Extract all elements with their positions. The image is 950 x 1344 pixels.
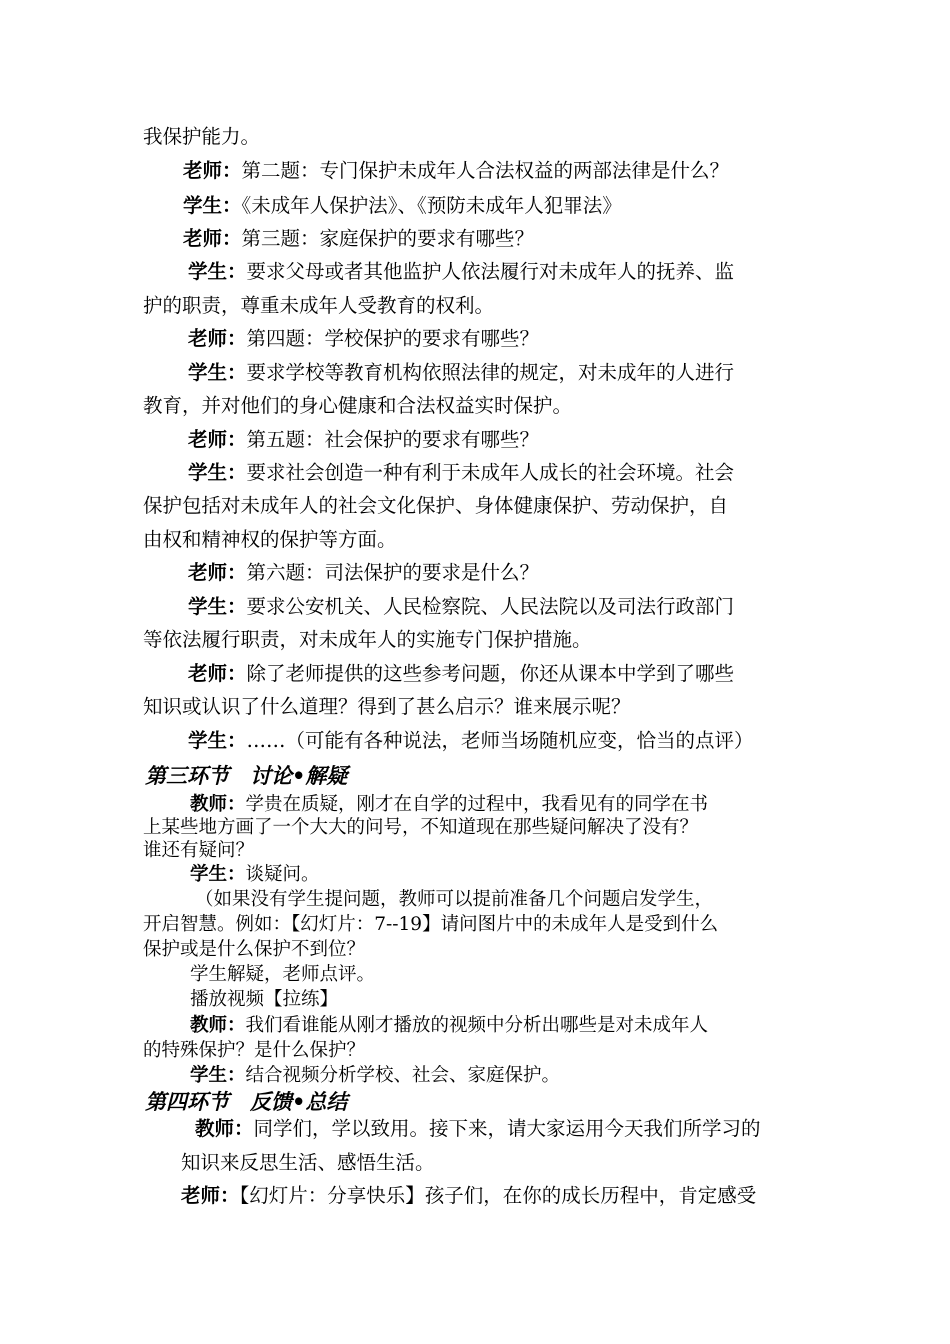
dialogue-line: 学生：谈疑问。 xyxy=(190,864,320,885)
dialogue-line: 老师：【幻灯片：分享快乐】孩子们，在你的成长历程中，肯定感受 xyxy=(181,1184,757,1207)
paragraph-line: 学生解疑，老师点评。 xyxy=(190,964,376,985)
speaker-label: 学生： xyxy=(188,361,247,384)
dialogue-line: 学生：要求公安机关、人民检察院、人民法院以及司法行政部门 xyxy=(188,595,735,618)
paragraph-line: 教育，并对他们的身心健康和合法权益实时保护。 xyxy=(143,394,573,417)
paragraph-line: 的特殊保护？是什么保护？ xyxy=(143,1040,366,1061)
dialogue-line: 学生：……（可能有各种说法，老师当场随机应变，恰当的点评） xyxy=(188,729,754,752)
paragraph-line: 护的职责，尊重未成年人受教育的权利。 xyxy=(143,294,495,317)
speaker-label: 学生： xyxy=(188,729,247,752)
dialogue-line: 教师：我们看谁能从刚才播放的视频中分析出哪些是对未成年人 xyxy=(190,1015,709,1036)
speaker-label: 学生： xyxy=(188,461,247,484)
dialogue-line: 老师：第三题：家庭保护的要求有哪些？ xyxy=(183,227,535,250)
speaker-label: 教师： xyxy=(190,1015,246,1036)
speaker-label: 学生： xyxy=(183,194,242,217)
dialogue-line: 学生：结合视频分析学校、社会、家庭保护。 xyxy=(190,1065,561,1086)
paragraph-line: 知识或认识了什么道理？得到了甚么启示？谁来展示呢？ xyxy=(143,695,631,718)
speaker-label: 老师： xyxy=(181,1184,240,1207)
speaker-label: 学生： xyxy=(190,1065,246,1086)
paragraph-line: 保护或是什么保护不到位？ xyxy=(143,939,366,960)
speaker-label: 学生： xyxy=(188,595,247,618)
paragraph-line: 等依法履行职责，对未成年人的实施专门保护措施。 xyxy=(143,628,592,651)
dialogue-line: 老师：第二题：专门保护未成年人合法权益的两部法律是什么？ xyxy=(183,159,730,182)
speaker-label: 老师： xyxy=(188,561,247,584)
dialogue-line: 老师：除了老师提供的这些参考问题，你还从课本中学到了哪些 xyxy=(188,662,735,685)
dialogue-line: 学生：要求父母或者其他监护人依法履行对未成年人的抚养、监 xyxy=(188,260,735,283)
speaker-label: 教师： xyxy=(190,794,246,815)
speaker-label: 老师： xyxy=(188,327,247,350)
paragraph-line: 上某些地方画了一个大大的问号，不知道现在那些疑问解决了没有？ xyxy=(143,817,699,838)
paragraph-line: （如果没有学生提问题，教师可以提前准备几个问题启发学生， xyxy=(195,889,714,910)
paragraph-line: 谁还有疑问？ xyxy=(143,840,255,861)
dialogue-line: 老师：第五题：社会保护的要求有哪些？ xyxy=(188,428,540,451)
dialogue-line: 学生：《未成年人保护法》、《预防未成年人犯罪法》 xyxy=(183,194,622,217)
paragraph-line: 由权和精神权的保护等方面。 xyxy=(143,528,397,551)
speaker-label: 教师： xyxy=(195,1117,254,1140)
paragraph-line: 开启智慧。例如：【幻灯片：7--19】请问图片中的未成年人是受到什么 xyxy=(143,914,719,935)
speaker-label: 学生： xyxy=(190,864,246,885)
speaker-label: 老师： xyxy=(183,159,242,182)
dialogue-line: 教师：同学们，学以致用。接下来，请大家运用今天我们所学习的 xyxy=(195,1117,761,1140)
paragraph-line: 播放视频【拉练】 xyxy=(190,989,339,1010)
dialogue-line: 老师：第六题：司法保护的要求是什么？ xyxy=(188,561,540,584)
dialogue-line: 学生：要求社会创造一种有利于未成年人成长的社会环境。社会 xyxy=(188,461,735,484)
paragraph-line: 我保护能力。 xyxy=(143,125,261,148)
paragraph-line: 保护包括对未成年人的社会文化保护、身体健康保护、劳动保护，自 xyxy=(143,494,729,517)
dialogue-line: 教师：学贵在质疑，刚才在自学的过程中，我看见有的同学在书 xyxy=(190,794,709,815)
speaker-label: 老师： xyxy=(188,428,247,451)
speaker-label: 老师： xyxy=(188,662,247,685)
dialogue-line: 学生：要求学校等教育机构依照法律的规定，对未成年的人进行 xyxy=(188,361,735,384)
section-heading: 第四环节 反馈•总结 xyxy=(145,1089,348,1114)
dialogue-line: 老师：第四题：学校保护的要求有哪些？ xyxy=(188,327,540,350)
speaker-label: 老师： xyxy=(183,227,242,250)
paragraph-line: 知识来反思生活、感悟生活。 xyxy=(181,1151,435,1174)
section-heading: 第三环节 讨论•解疑 xyxy=(145,763,348,788)
speaker-label: 学生： xyxy=(188,260,247,283)
